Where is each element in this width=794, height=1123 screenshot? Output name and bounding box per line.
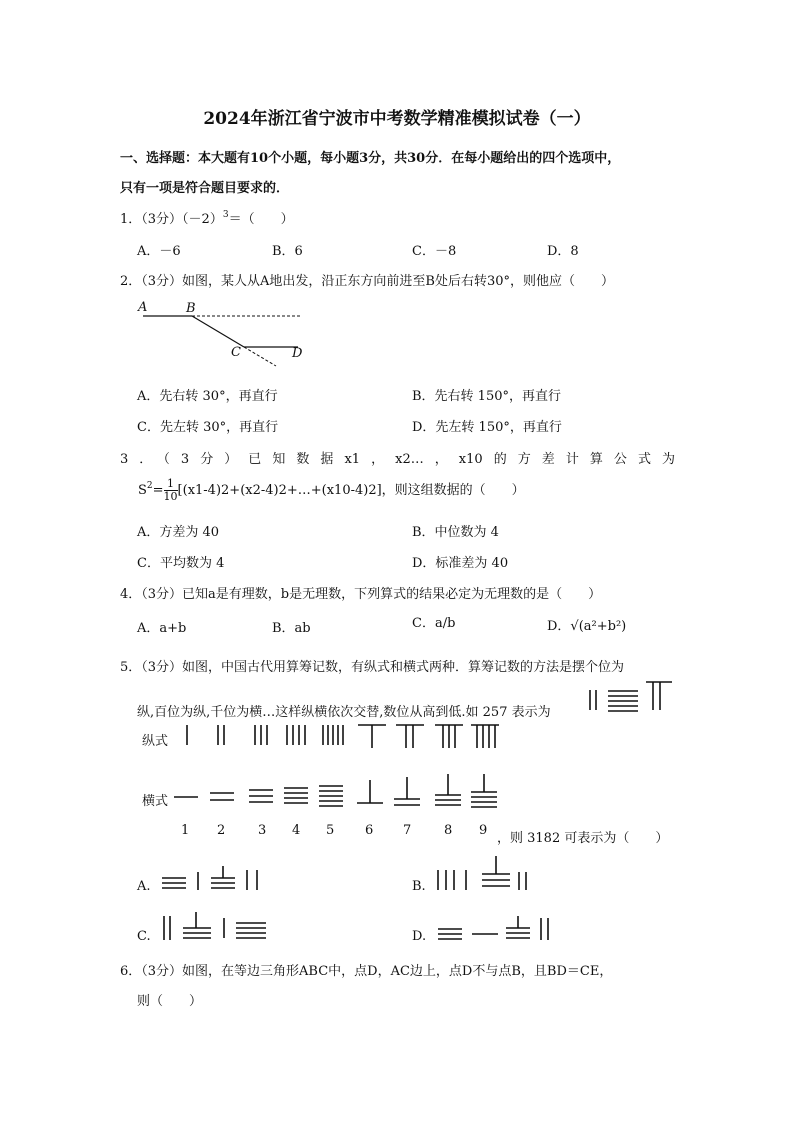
q3-option-b[interactable]: B．中位数为 4 — [412, 525, 499, 540]
q6-stem-line2: 则（ ） — [137, 994, 203, 1009]
q5-horizontal-label: 横式 — [142, 794, 169, 809]
q4-option-d[interactable]: D．√(a²+b²) — [547, 619, 627, 634]
q1-option-c[interactable]: C．－8 — [412, 244, 457, 259]
q2-option-b[interactable]: B．先右转 150°，再直行 — [412, 389, 561, 404]
q1-option-a[interactable]: A．－6 — [137, 244, 181, 259]
q5-stem-line1: 5．（3分）如图，中国古代用算筹记数，有纵式和横式两种．算筹记数的方法是摆个位为 — [120, 660, 625, 675]
page-title: 2024年浙江省宁波市中考数学精准模拟试卷（一） — [203, 109, 591, 129]
q1-exponent: 3 — [222, 210, 229, 220]
q3-formula-body: [(x1-4)2+(x2-4)2+…+(x10-4)2]，则这组数据的（ ） — [177, 483, 525, 498]
q4-option-a[interactable]: A．a+b — [137, 621, 187, 636]
q2-label-d: D — [292, 346, 303, 361]
q5-digit-3: 3 — [258, 823, 267, 838]
q5-digit-2: 2 — [217, 823, 226, 838]
q3-option-c[interactable]: C．平均数为 4 — [137, 556, 225, 571]
q1-option-b[interactable]: B．6 — [272, 244, 303, 259]
q5-digit-4: 4 — [292, 823, 301, 838]
q4-option-c[interactable]: C．a/b — [412, 616, 456, 631]
q2-option-a[interactable]: A．先右转 30°，再直行 — [137, 389, 278, 404]
q5-digit-1: 1 — [181, 823, 190, 838]
section-instruction-line2: 只有一项是符合题目要求的． — [120, 181, 290, 196]
q5-option-a[interactable]: A. — [137, 879, 151, 894]
q3-formula: $S^2=$ $\frac{1}{10}$ [(x1-4)2+(x2-4)2+…+(x10-4)2]，则这组数据的（ ） — [138, 477, 525, 503]
q5-stem-line2: 纵,百位为纵,千位为横…这样纵横依次交替,数位从高到低.如 257 表示为 — [137, 705, 551, 720]
q2-stem: 2．（3分）如图，某人从A地出发，沿正东方向前进至B处后右转30°，则他应（ ） — [120, 274, 615, 289]
q5-tail: ，则 3182 可表示为（ ） — [497, 831, 669, 846]
q5-option-c[interactable]: C. — [137, 929, 151, 944]
q1-option-d[interactable]: D．8 — [547, 244, 579, 259]
q5-option-d[interactable]: D. — [412, 929, 427, 944]
q2-label-a: A — [138, 300, 148, 315]
q5-digit-7: 7 — [403, 823, 412, 838]
section-instruction-line1: 一、选择题：本大题有10个小题，每小题3分，共30分．在每小题给出的四个选项中， — [120, 151, 621, 166]
q5-vertical-label: 纵式 — [142, 734, 169, 749]
q2-option-c[interactable]: C．先左转 30°，再直行 — [137, 420, 279, 435]
q6-stem-line1: 6．（3分）如图，在等边三角形ABC中，点D，AC边上，点D不与点B，且BD＝CE， — [120, 964, 613, 979]
q5-digit-5: 5 — [326, 823, 335, 838]
q3-fraction: $\frac{1}{10}$ — [163, 477, 178, 503]
q5-digit-8: 8 — [444, 823, 453, 838]
q2-label-b: B — [186, 301, 196, 316]
q4-option-b[interactable]: B．ab — [272, 621, 311, 636]
q3-stem-line1: 3．（3分）已知数据x1，x2…，x10的方差计算公式为 — [120, 452, 675, 467]
q1-stem-text: 1．（3分）（－2） — [120, 212, 223, 227]
q5-digit-9: 9 — [479, 823, 488, 838]
q1-stem-end: ＝（ ） — [228, 212, 294, 227]
q3-option-d[interactable]: D．标准差为 40 — [412, 556, 509, 571]
q2-label-c: C — [231, 345, 241, 360]
q2-option-d[interactable]: D．先左转 150°，再直行 — [412, 420, 562, 435]
q5-option-b[interactable]: B. — [412, 879, 426, 894]
q4-stem: 4．（3分）已知a是有理数，b是无理数，下列算式的结果必定为无理数的是（ ） — [120, 587, 602, 602]
q3-option-a[interactable]: A．方差为 40 — [137, 525, 220, 540]
q3-formula-prefix: S — [138, 483, 147, 498]
q5-digit-6: 6 — [365, 823, 374, 838]
